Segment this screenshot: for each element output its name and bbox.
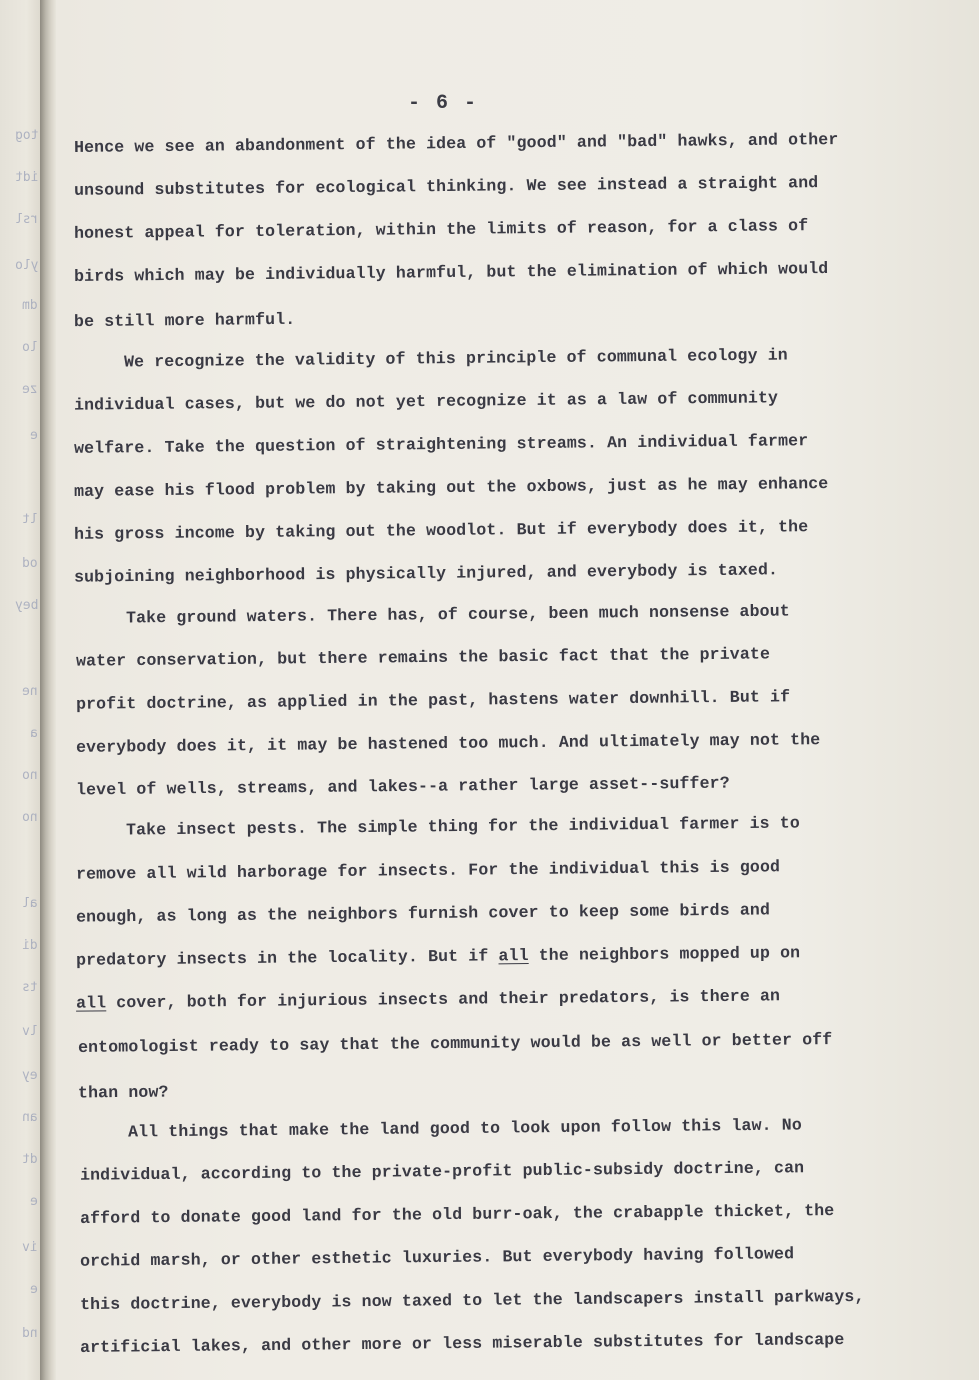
text-line: birds which may be individually harmful, but the elimination of which would <box>73 259 829 286</box>
text-line: than now? <box>77 1082 169 1103</box>
bleed-through-text: lt <box>22 512 38 527</box>
bleed-through-text: dt <box>22 1152 38 1167</box>
underlined-word: all <box>75 993 107 1013</box>
book-gutter <box>40 0 56 1380</box>
text-line: honest appeal for toleration, within the limits of reason, for a class of <box>73 216 809 243</box>
bleed-through-text: an <box>22 1110 38 1125</box>
bleed-through-text: rsl <box>14 212 38 227</box>
text-line: may ease his flood problem by taking out the oxbows, just as he may enhance <box>73 474 829 501</box>
bleed-through-text: bey <box>14 598 38 613</box>
text-line: this doctrine, everybody is now taxed to let the landscapers install parkways, <box>79 1286 865 1315</box>
text-line: Take insect pests. The simple thing for the individual farmer is to <box>125 813 800 840</box>
page-number: - 6 - <box>408 92 479 115</box>
bleed-through-text: di <box>22 938 38 953</box>
text-line: welfare. Take the question of straightening streams. An individual farmer <box>73 431 809 458</box>
text-line <box>76 986 780 1012</box>
text-line: everybody does it, it may be hastened too much. And ultimately may not the <box>75 730 821 757</box>
text-line: enough, as long as the neighbors furnish cover to keep some birds and <box>75 900 771 927</box>
text-line: remove all wild harborage for insects. For the individual this is good <box>75 857 781 884</box>
typewritten-page <box>56 0 979 1380</box>
bleed-through-text: ze <box>22 382 38 397</box>
bleed-through-text: no <box>22 810 38 825</box>
bleed-through-text: e <box>30 428 38 443</box>
text-line: entomologist ready to say that the community would be as well or better off <box>77 1030 833 1057</box>
text-line: subjoining neighborhood is physically injured, and everybody is taxed. <box>73 560 779 587</box>
text-line: individual, according to the private-profit public-subsidy doctrine, can <box>79 1158 805 1185</box>
bleed-through-text: idt <box>14 170 38 185</box>
bleed-through-text: lv <box>22 1024 38 1039</box>
text-line: individual cases, but we do not yet recognize it as a law of community <box>73 388 779 415</box>
bleed-through-text: a <box>30 726 38 741</box>
bleed-through-text: od <box>22 556 38 571</box>
text-line: All things that make the land good to look upon follow this law. No <box>127 1115 802 1142</box>
bleed-through-text: ylo <box>14 258 38 273</box>
bleed-through-text: al <box>22 896 38 911</box>
bleed-through-text: dm <box>22 298 38 313</box>
bleed-through-text: e <box>30 1194 38 1209</box>
text-segment: predatory insects in the locality. But if <box>75 946 499 970</box>
text-line: water conservation, but there remains the basic fact that the private <box>75 644 771 671</box>
text-line <box>76 943 800 970</box>
bleed-through-text: iv <box>22 1240 38 1255</box>
bleed-through-text: nd <box>22 1326 38 1341</box>
text-line: afford to donate good land for the old burr-oak, the crabapple thicket, the <box>79 1201 835 1228</box>
bleed-through-text: ne <box>22 684 38 699</box>
text-segment: the neighbors mopped up on <box>528 943 801 966</box>
bleed-through-text: e <box>30 1282 38 1297</box>
underlined-word: all <box>498 946 529 966</box>
text-line: Take ground waters. There has, of course, been much nonsense about <box>125 601 790 628</box>
text-line: We recognize the validity of this principle of communal ecology in <box>123 345 788 372</box>
bleed-through-text: tog <box>14 128 38 143</box>
bleed-through-text: no <box>22 768 38 783</box>
bleed-through-text: ey <box>22 1068 38 1083</box>
text-line: artificial lakes, and other more or less miserable substitutes for landscape <box>79 1329 845 1358</box>
bleed-through-text: ts <box>22 980 38 995</box>
text-line: orchid marsh, or other esthetic luxuries. But everybody having followed <box>79 1244 795 1271</box>
text-line: be still more harmful. <box>73 309 296 332</box>
text-line: his gross income by taking out the woodlot. But if everybody does it, the <box>73 517 809 544</box>
text-line: unsound substitutes for ecological thinking. We see instead a straight and <box>73 173 819 200</box>
bleed-through-text: lo <box>22 340 38 355</box>
facing-page-edge <box>0 0 44 1380</box>
text-line: Hence we see an abandonment of the idea of "good" and "bad" hawks, and other <box>73 129 839 158</box>
text-segment: cover, both for injurious insects and their predators, is there an <box>106 986 781 1013</box>
text-line: level of wells, streams, and lakes--a rather large asset--suffer? <box>75 773 730 800</box>
text-line: profit doctrine, as applied in the past, hastens water downhill. But if <box>75 687 791 714</box>
